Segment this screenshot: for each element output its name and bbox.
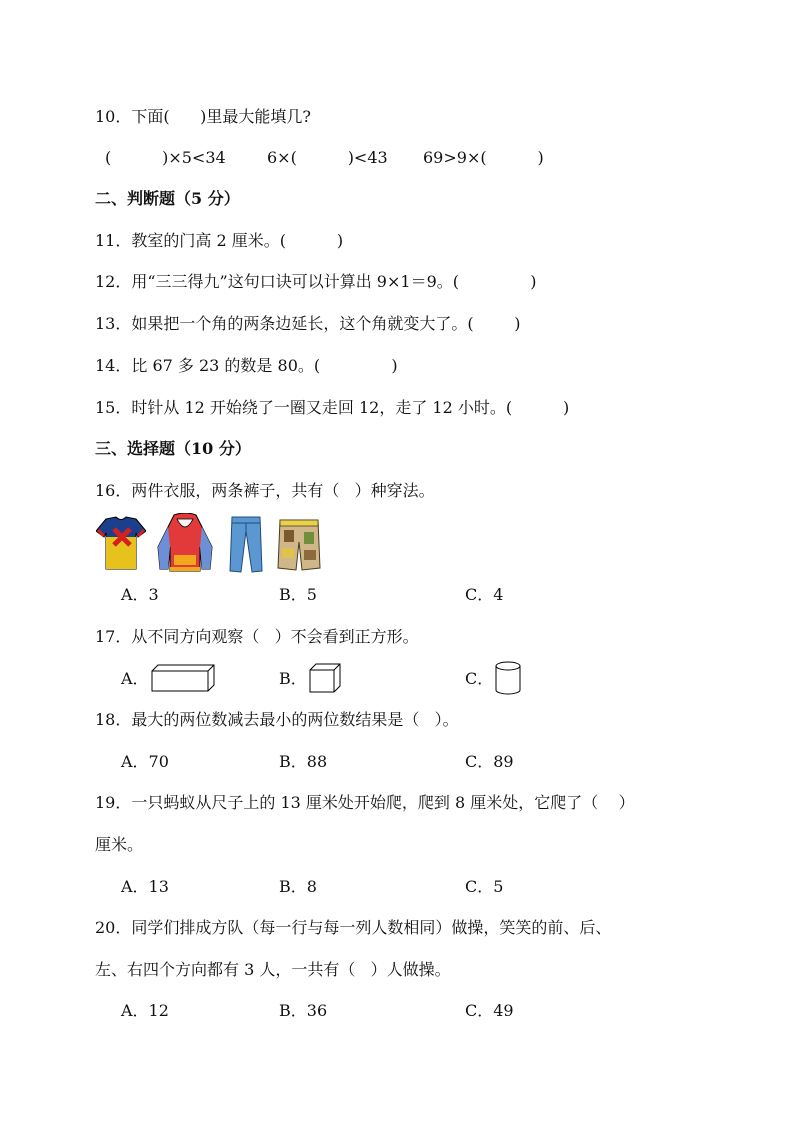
q19-option-c[interactable]: C．5 [465,877,504,896]
q19-option-b[interactable]: B．8 [279,877,317,896]
q16-option-a[interactable]: A．3 [121,585,159,604]
q18-option-b[interactable]: B．88 [279,752,328,771]
cuboid-icon [150,663,216,693]
q15-text: 15．时针从 12 开始绕了一圈又走回 12，走了 12 小时。( ) [95,398,570,417]
q18-option-a[interactable]: A．70 [121,752,169,771]
q18-text: 18．最大的两位数减去最小的两位数结果是（ ）。 [95,710,459,729]
q20-option-c[interactable]: C．49 [465,1001,514,1020]
section-choice-heading: 三、选择题（10 分） [95,439,251,458]
cube-icon [308,662,342,694]
q20-option-b[interactable]: B．36 [279,1001,328,1020]
q18-option-c[interactable]: C．89 [465,752,514,771]
hoodie-icon [156,513,214,573]
q13-text: 13．如果把一个角的两条边延长，这个角就变大了。( ) [95,314,521,333]
q17-option-c[interactable]: C． [465,669,494,688]
q16-option-c[interactable]: C．4 [465,585,504,604]
q20-text-line1: 20．同学们排成方队（每一行与每一列人数相同）做操，笑笑的前、后、 [95,918,612,937]
tshirt-icon [96,515,146,571]
q19-option-a[interactable]: A．13 [121,877,169,896]
section-judge-heading: 二、判断题（5 分） [95,189,240,208]
q17-text: 17．从不同方向观察（ ）不会看到正方形。 [95,627,419,646]
q10-part1: ( )×5<34 [105,148,226,167]
q17-option-a[interactable]: A． [121,669,149,688]
q16-option-b[interactable]: B．5 [279,585,317,604]
q10-part3: 69>9×( ) [423,148,544,167]
q11-text: 11．教室的门高 2 厘米。( ) [95,231,344,250]
q12-text: 12．用“三三得九”这句口诀可以计算出 9×1＝9。( ) [95,272,537,291]
cylinder-icon [494,660,522,696]
q17-option-b[interactable]: B． [279,669,307,688]
shorts-icon [276,518,322,572]
q19-text-line2: 厘米。 [95,835,144,854]
jeans-icon [228,515,264,573]
q14-text: 14．比 67 多 23 的数是 80。( ) [95,356,398,375]
q20-text-line2: 左、右四个方向都有 3 人，一共有（ ）人做操。 [95,960,451,979]
q10-part2: 6×( )<43 [267,148,388,167]
q16-text: 16．两件衣服，两条裤子，共有（ ）种穿法。 [95,481,435,500]
q19-text-line1: 19．一只蚂蚁从尺子上的 13 厘米处开始爬，爬到 8 厘米处，它爬了（ ） [95,793,635,812]
q20-option-a[interactable]: A．12 [121,1001,169,1020]
q10-text: 10．下面( )里最大能填几? [95,107,311,126]
